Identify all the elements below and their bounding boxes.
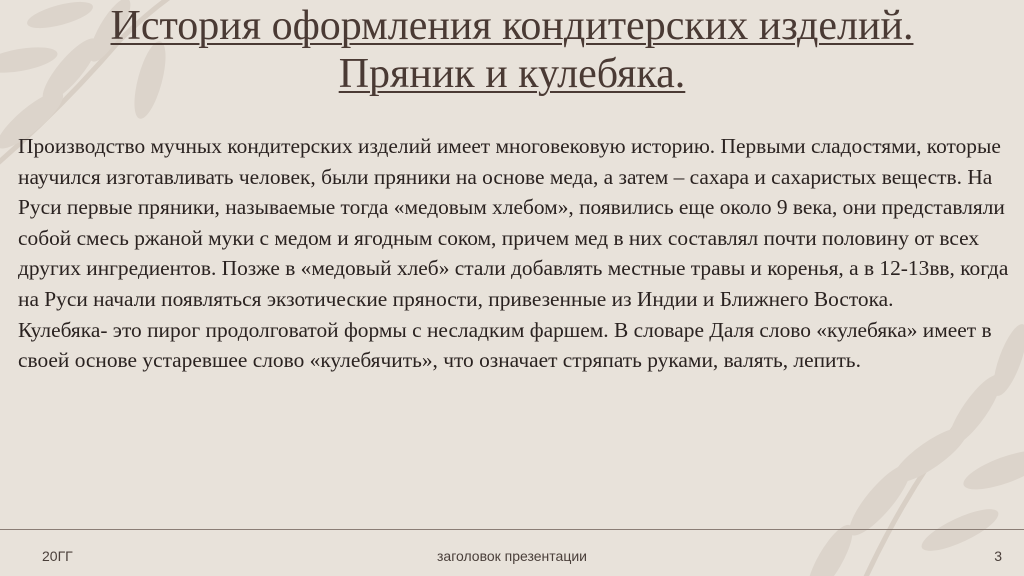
slide-title-line-2: Пряник и кулебяка.	[338, 51, 686, 97]
body-paragraph-kulebyaka: Кулебяка- это пирог продолговатой формы с несладким фаршем. В словаре Даля слово «кулебяка» имеет в своей основе устаревшее слово «кулебячить», что означает стряпать руками, валять, лепить.	[18, 317, 992, 373]
slide-title-line-1: История оформления кондитерских изделий.	[110, 3, 914, 49]
body-paragraph-gingerbread: Производство мучных кондитерских изделий имеет многовековую историю. Первыми сладостями, которые научился изготавливать человек, были пряники на основе меда, а затем – сахара и сахаристых веществ. На Руси первые пряники, называемые тогда «медовым хлебом», появились еще около 9 века, они представляли собой смесь ржаной муки с медом и ягодным соком, причем мед в них составлял почти половину от всех других ингредиентов. Позже в «медовый хлеб» стали добавлять местные травы и коренья, а в 12-13вв, когда на Руси начали появляться экзотические пряности, привезенные из Индии и Ближнего Востока.	[18, 134, 1009, 311]
footer-date: 20ГГ	[42, 548, 73, 564]
slide-body	[18, 131, 1018, 376]
footer-divider	[0, 529, 1024, 530]
slide-title	[0, 2, 1024, 98]
footer-page-number: 3	[994, 548, 1002, 564]
footer-presentation-title: заголовок презентации	[436, 548, 587, 564]
